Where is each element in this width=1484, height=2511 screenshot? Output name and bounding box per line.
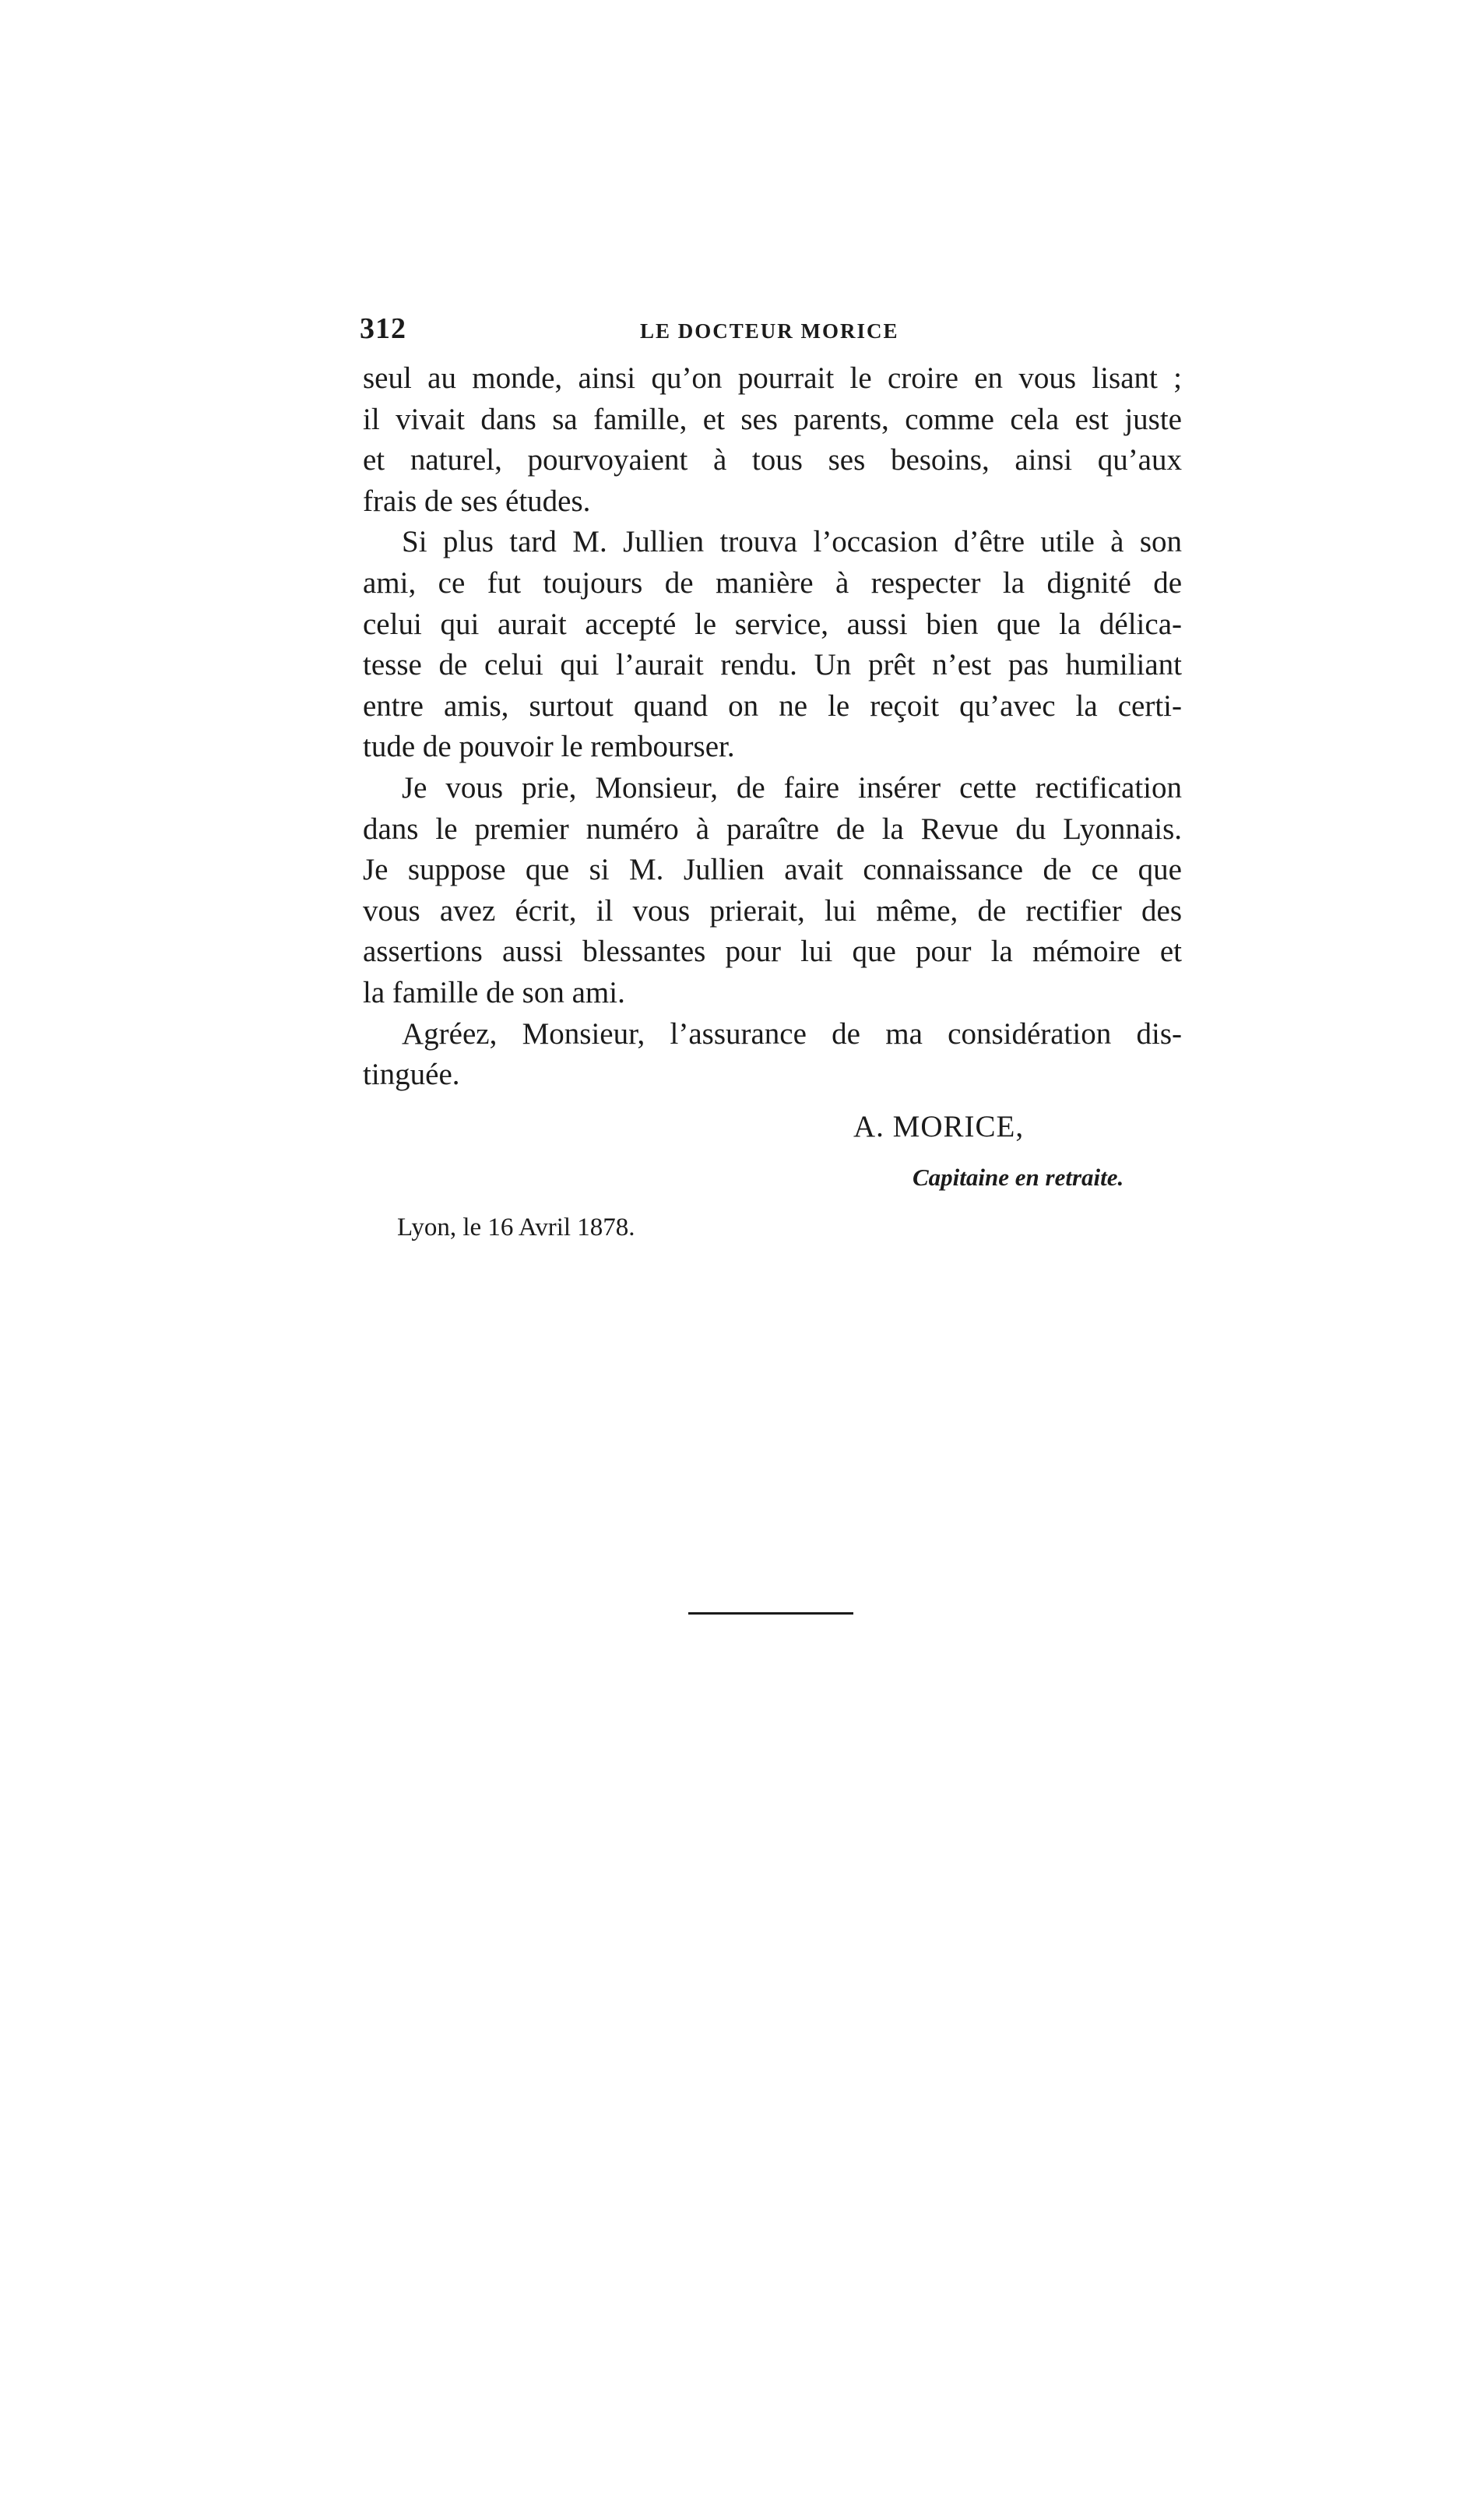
text-line: vous avez écrit, il vous prierait, lui même, de rectifier des [363, 893, 1182, 928]
end-rule [688, 1612, 853, 1615]
text-line: Je suppose que si M. Jullien avait connaissance de ce que [363, 853, 1182, 887]
text-line: tesse de celui qui l’aurait rendu. Un prêt n’est pas humiliant [363, 648, 1182, 682]
text-line: dans le premier numéro à paraître de la Revue du Lyonnais. [363, 812, 1182, 846]
dateline: Lyon, le 16 Avril 1878. [397, 1213, 635, 1241]
signature-title: Capitaine en retraite. [913, 1164, 1124, 1191]
text-line: tinguée. [363, 1058, 460, 1092]
text-line: tude de pouvoir le rembourser. [363, 730, 735, 764]
text-line: et naturel, pourvoyaient à tous ses besoins, ainsi qu’aux [363, 443, 1182, 477]
page-number: 312 [360, 312, 406, 345]
letter-body [363, 358, 1182, 1096]
text-line: seul au monde, ainsi qu’on pourrait le croire en vous lisant ; [363, 361, 1182, 395]
text-line: assertions aussi blessantes pour lui que pour la mémoire et [363, 935, 1182, 969]
text-line: la famille de son ami. [363, 975, 625, 1009]
text-line: il vivait dans sa famille, et ses parents, comme cela est juste [363, 402, 1182, 436]
text-line: frais de ses études. [363, 484, 591, 518]
signature-name: A. MORICE, [853, 1110, 1025, 1143]
page-header [360, 312, 1187, 352]
text-line: celui qui aurait accepté le service, aussi bien que la délica- [363, 607, 1182, 641]
text-line: Si plus tard M. Jullien trouva l’occasion d’être utile à son [402, 525, 1182, 559]
text-line: Je vous prie, Monsieur, de faire insérer cette rectification [402, 770, 1182, 805]
text-line: entre amis, surtout quand on ne le reçoit qu’avec la certi- [363, 688, 1182, 723]
text-line: Agréez, Monsieur, l’assurance de ma considération dis- [402, 1016, 1182, 1051]
running-title: LE DOCTEUR MORICE [640, 319, 899, 343]
text-line: ami, ce fut toujours de manière à respecter la dignité de [363, 565, 1182, 600]
